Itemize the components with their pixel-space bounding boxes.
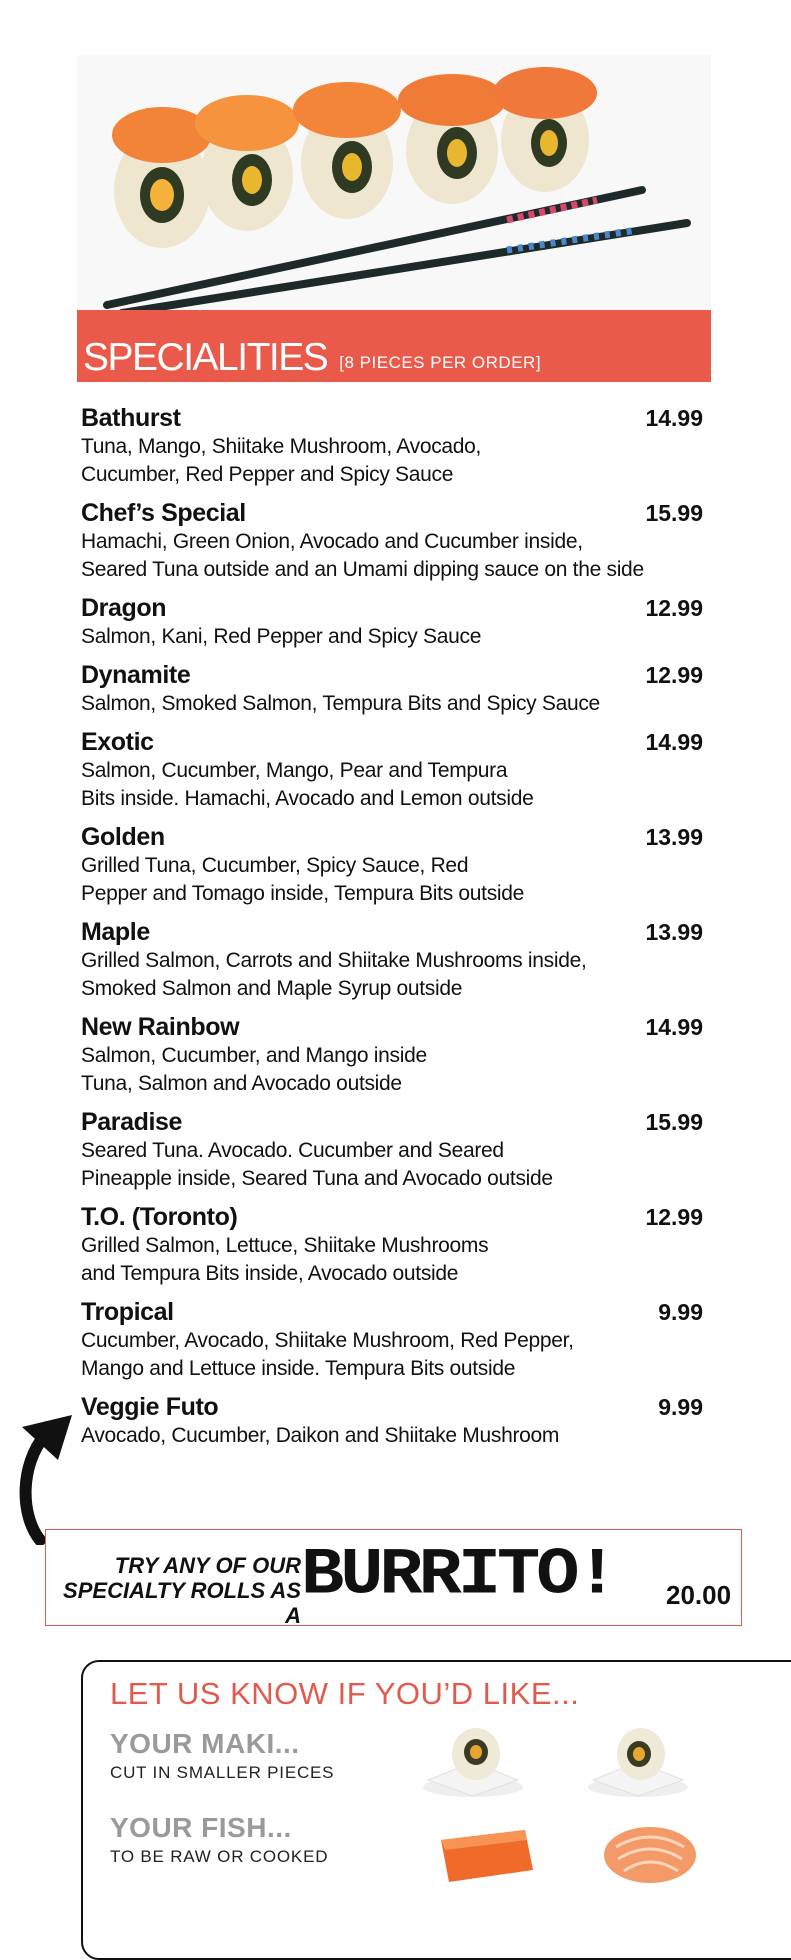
menu-item — [81, 661, 703, 718]
maki-option-title: YOUR MAKI... — [110, 1728, 300, 1759]
item-description: Hamachi, Green Onion, Avocado and Cucumber inside, Seared Tuna outside and an Umami dipping sauce on the side — [81, 530, 644, 581]
item-name: Exotic — [81, 728, 154, 756]
item-price: 15.99 — [645, 1109, 703, 1135]
fish-option-title: YOUR FISH... — [110, 1812, 292, 1843]
maki-option-subtitle: CUT IN SMALLER PIECES — [110, 1763, 335, 1782]
item-description: Salmon, Smoked Salmon, Tempura Bits and Spicy Sauce — [81, 692, 600, 715]
burrito-word: BURRITO! — [301, 1537, 615, 1613]
item-price: 9.99 — [658, 1299, 703, 1325]
curved-arrow-icon — [10, 1405, 90, 1545]
burrito-line-1: TRY ANY OF OUR — [114, 1553, 301, 1578]
salmon-raw-photo — [433, 1822, 538, 1892]
menu-item — [81, 1393, 703, 1450]
menu-items-list — [81, 404, 703, 1460]
item-name: Dragon — [81, 594, 167, 622]
maki-piece-photo — [418, 1712, 528, 1802]
menu-item — [81, 1013, 703, 1098]
item-name: Veggie Futo — [81, 1393, 219, 1421]
burrito-promo — [45, 1529, 742, 1626]
item-price: 12.99 — [645, 1204, 703, 1230]
menu-item — [81, 404, 703, 489]
item-description: Cucumber, Avocado, Shiitake Mushroom, Red Pepper, Mango and Lettuce inside. Tempura Bits outside — [81, 1329, 574, 1380]
burrito-promo-text — [61, 1553, 301, 1628]
menu-item — [81, 1298, 703, 1383]
burrito-price: 20.00 — [666, 1580, 732, 1610]
item-price: 12.99 — [645, 595, 703, 621]
item-price: 14.99 — [645, 729, 703, 755]
salmon-cooked-photo — [598, 1817, 703, 1892]
menu-item — [81, 594, 703, 651]
menu-item — [81, 1203, 703, 1288]
maki-piece-photo — [583, 1712, 693, 1802]
item-description: Grilled Salmon, Carrots and Shiitake Mushrooms inside, Smoked Salmon and Maple Syrup outside — [81, 949, 587, 1000]
specialities-banner — [77, 310, 711, 382]
menu-item — [81, 499, 703, 584]
menu-item — [81, 1108, 703, 1193]
burrito-line-2: SPECIALTY ROLLS AS A — [63, 1578, 301, 1628]
item-name: Chef’s Special — [81, 499, 246, 527]
item-name: Dynamite — [81, 661, 191, 689]
item-price: 13.99 — [645, 919, 703, 945]
item-price: 13.99 — [645, 824, 703, 850]
item-price: 14.99 — [645, 1014, 703, 1040]
options-box — [81, 1660, 791, 1960]
section-subtitle: [8 PIECES PER ORDER] — [339, 353, 542, 372]
section-title: SPECIALITIES — [83, 336, 328, 379]
item-description: Salmon, Cucumber, and Mango inside Tuna, Salmon and Avocado outside — [81, 1044, 427, 1095]
menu-item — [81, 823, 703, 908]
item-name: Tropical — [81, 1298, 174, 1326]
item-price: 14.99 — [645, 405, 703, 431]
sushi-roll-photo — [77, 55, 711, 310]
options-heading: LET US KNOW IF YOU’D LIKE... — [110, 1676, 580, 1711]
menu-item — [81, 918, 703, 1003]
item-description: Salmon, Kani, Red Pepper and Spicy Sauce — [81, 625, 482, 648]
sushi-roll-illustration — [77, 55, 711, 310]
item-name: New Rainbow — [81, 1013, 240, 1041]
item-name: Golden — [81, 823, 165, 851]
item-price: 9.99 — [658, 1394, 703, 1420]
item-description: Tuna, Mango, Shiitake Mushroom, Avocado, Cucumber, Red Pepper and Spicy Sauce — [81, 435, 482, 486]
item-description: Salmon, Cucumber, Mango, Pear and Tempura Bits inside. Hamachi, Avocado and Lemon outside — [81, 759, 534, 810]
item-description: Grilled Salmon, Lettuce, Shiitake Mushrooms and Tempura Bits inside, Avocado outside — [81, 1234, 489, 1285]
item-description: Seared Tuna. Avocado. Cucumber and Seared Pineapple inside, Seared Tuna and Avocado outside — [81, 1139, 553, 1190]
item-name: Maple — [81, 918, 150, 946]
item-name: Bathurst — [81, 404, 181, 432]
item-description: Grilled Tuna, Cucumber, Spicy Sauce, Red Pepper and Tomago inside, Tempura Bits outside — [81, 854, 525, 905]
menu-item — [81, 728, 703, 813]
item-name: T.O. (Toronto) — [81, 1203, 238, 1231]
item-price: 15.99 — [645, 500, 703, 526]
item-name: Paradise — [81, 1108, 183, 1136]
item-description: Avocado, Cucumber, Daikon and Shiitake Mushroom — [81, 1424, 560, 1447]
item-price: 12.99 — [645, 662, 703, 688]
fish-option-subtitle: TO BE RAW OR COOKED — [110, 1847, 329, 1866]
